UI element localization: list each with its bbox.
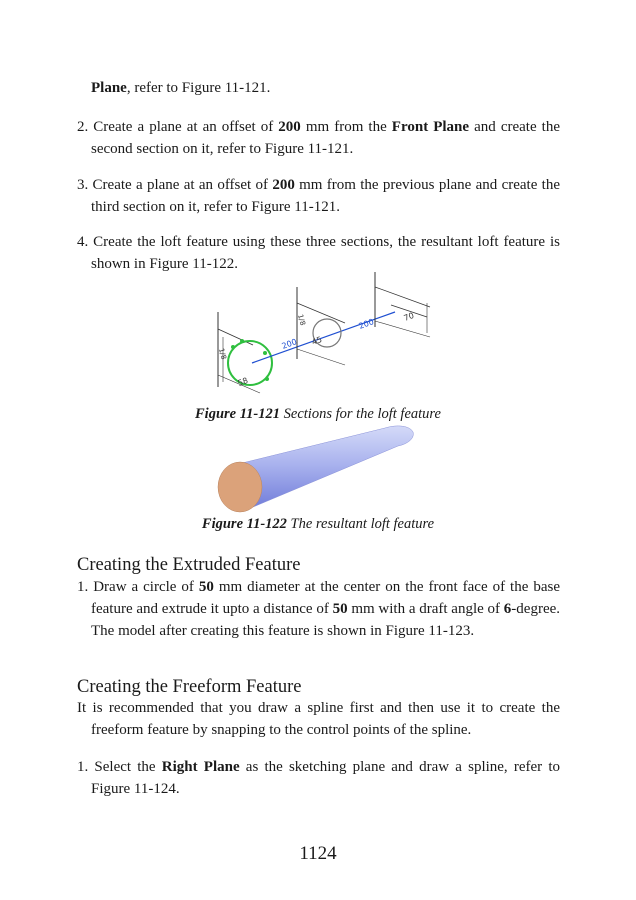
text-span: 2. Create a plane at an offset of xyxy=(77,119,279,135)
control-point xyxy=(240,339,244,343)
text-span: 4. Create the loft feature using these three sections, the resultant loft feature is shown in Figure 11-122. xyxy=(77,234,560,272)
figure-11-122-caption xyxy=(0,514,636,534)
text-span: It is recommended that you draw a spline first and then use it to create the freeform feature by snapping to the control points of the spline. xyxy=(77,700,560,738)
paragraph-plane-ref xyxy=(91,77,560,99)
text-span: -degree. The model after creating this feature is shown in Figure 11-123. xyxy=(91,601,561,639)
dim-label-200: 200 xyxy=(280,337,299,351)
control-point xyxy=(265,377,269,381)
bold-value: 50 xyxy=(332,601,348,617)
control-point xyxy=(231,345,235,349)
text-span: 3. Create a plane at an offset of xyxy=(77,177,273,193)
text-span: 1. Select the xyxy=(77,759,162,775)
heading-extruded-feature: Creating the Extruded Feature xyxy=(77,555,301,575)
loft-end-face xyxy=(218,462,262,512)
step-2-paragraph xyxy=(77,116,560,160)
extrude-step-1-paragraph xyxy=(77,576,560,642)
bold-value: 200 xyxy=(272,177,295,193)
step-3-paragraph xyxy=(77,174,560,218)
text-span: mm diameter at the center on the front face of the base feature and extrude it upto a distance of xyxy=(91,579,560,617)
loft-body xyxy=(238,426,413,510)
text-span: mm from the xyxy=(300,119,392,135)
page-number: 1124 xyxy=(299,843,337,864)
text-span: as the sketching plane and draw a spline, refer to Figure 11-124. xyxy=(91,759,561,797)
dim-label-45: 45 xyxy=(310,334,324,347)
heading-freeform-feature: Creating the Freeform Feature xyxy=(77,677,302,697)
caption-title: Sections for the loft feature xyxy=(280,406,441,422)
plane-3-sketch xyxy=(375,272,430,337)
bold-term: Front Plane xyxy=(391,119,470,135)
bold-value: 200 xyxy=(278,119,301,135)
caption-label: Figure 11-121 xyxy=(195,406,281,422)
dim-label-200-second: 200 xyxy=(357,317,376,331)
figure-11-122-loft xyxy=(210,422,425,517)
caption-title: The resultant loft feature xyxy=(286,516,435,532)
figure-11-121-caption xyxy=(0,404,636,424)
plane-2-sketch xyxy=(296,287,345,365)
svg-text:1/8: 1/8 xyxy=(296,313,307,327)
freeform-step-1-paragraph xyxy=(77,756,560,800)
figure-11-121-sections xyxy=(205,267,445,402)
bold-value: 6 xyxy=(503,601,512,617)
text-span: mm with a draft angle of xyxy=(347,601,504,617)
dim-label-58: 58 xyxy=(236,375,250,388)
bold-term: Right Plane xyxy=(161,759,240,775)
caption-label: Figure 11-122 xyxy=(201,516,287,532)
svg-text:1/8: 1/8 xyxy=(217,347,228,361)
bold-value: 50 xyxy=(198,579,214,595)
bold-term: Plane xyxy=(91,80,127,96)
text-span: 1. Draw a circle of xyxy=(77,579,199,595)
text-span: mm from the previous plane and create the third section on it, refer to Figure 11-121. xyxy=(91,177,560,215)
dim-label-70: 70 xyxy=(402,310,416,323)
text-span: and create the second section on it, refer to Figure 11-121. xyxy=(91,119,560,157)
text-span: , refer to Figure 11-121. xyxy=(126,80,271,96)
control-point xyxy=(263,351,267,355)
freeform-intro-paragraph xyxy=(77,697,560,741)
